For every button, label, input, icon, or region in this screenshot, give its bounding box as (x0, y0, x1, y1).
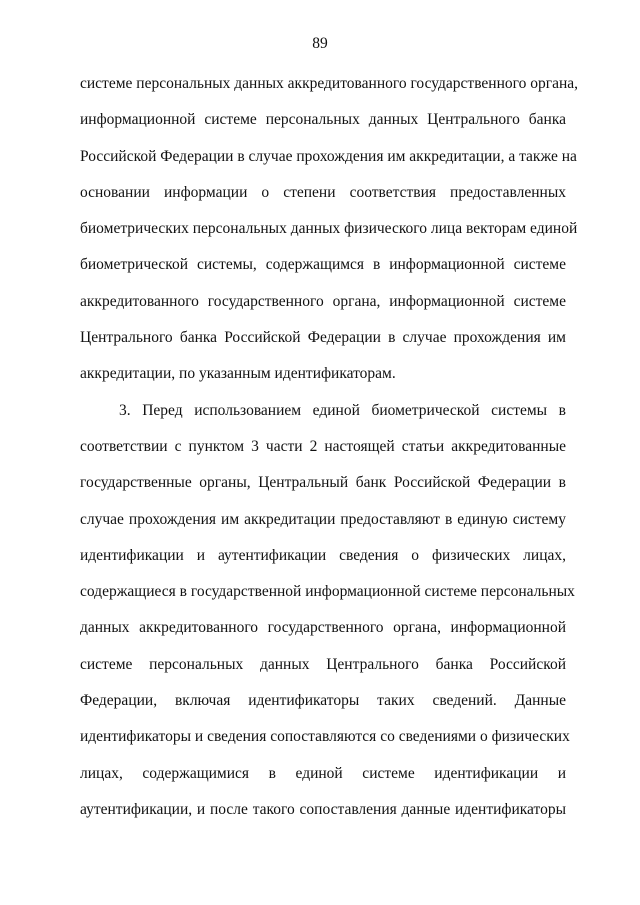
text-line: содержащиеся в государственной информационной системе персональных (80, 583, 575, 601)
text-line: идентификаторы и сведения сопоставляются со сведениями о физических (80, 728, 570, 746)
text-line: Федерации, включая идентификаторы таких сведений. Данные (80, 692, 566, 710)
text-line: биометрической системы, содержащимся в информационной системе (80, 256, 566, 274)
text-line: аккредитации, по указанным идентификаторам. (80, 365, 396, 383)
text-line: биометрических персональных данных физического лица векторам единой (80, 220, 578, 238)
text-line: лицах, содержащимися в единой системе идентификации и (80, 764, 566, 782)
text-line: информационной системе персональных данных Центрального банка (80, 111, 566, 129)
text-line: государственные органы, Центральный банк Российской Федерации в (80, 474, 566, 492)
page-number: 89 (312, 35, 328, 52)
text-line: системе персональных данных аккредитованного государственного органа, (80, 75, 579, 92)
text-line: аутентификации, и после такого сопоставления данные идентификаторы (80, 800, 566, 818)
paragraph-item-3 (80, 401, 575, 837)
text-line: идентификации и аутентификации сведения о физических лицах, (80, 546, 566, 564)
text-line: аккредитованного государственного органа, информационной системе (80, 292, 566, 310)
text-line: случае прохождения им аккредитации предоставляют в единую систему (80, 510, 566, 528)
paragraph-continued (80, 74, 579, 401)
document-body (80, 74, 579, 836)
text-line: соответствии с пунктом 3 части 2 настоящей статьи аккредитованные (80, 437, 566, 455)
text-line: системе персональных данных Центрального банка Российской (80, 655, 566, 673)
text-line: Российской Федерации в случае прохождения им аккредитации, а также на (80, 147, 577, 165)
text-line: Центрального банка Российской Федерации в случае прохождения им (80, 329, 566, 347)
text-line: данных аккредитованного государственного органа, информационной (80, 619, 566, 637)
text-line: основании информации о степени соответствия предоставленных (80, 183, 566, 201)
text-line: 3. Перед использованием единой биометрической системы в (119, 401, 566, 419)
